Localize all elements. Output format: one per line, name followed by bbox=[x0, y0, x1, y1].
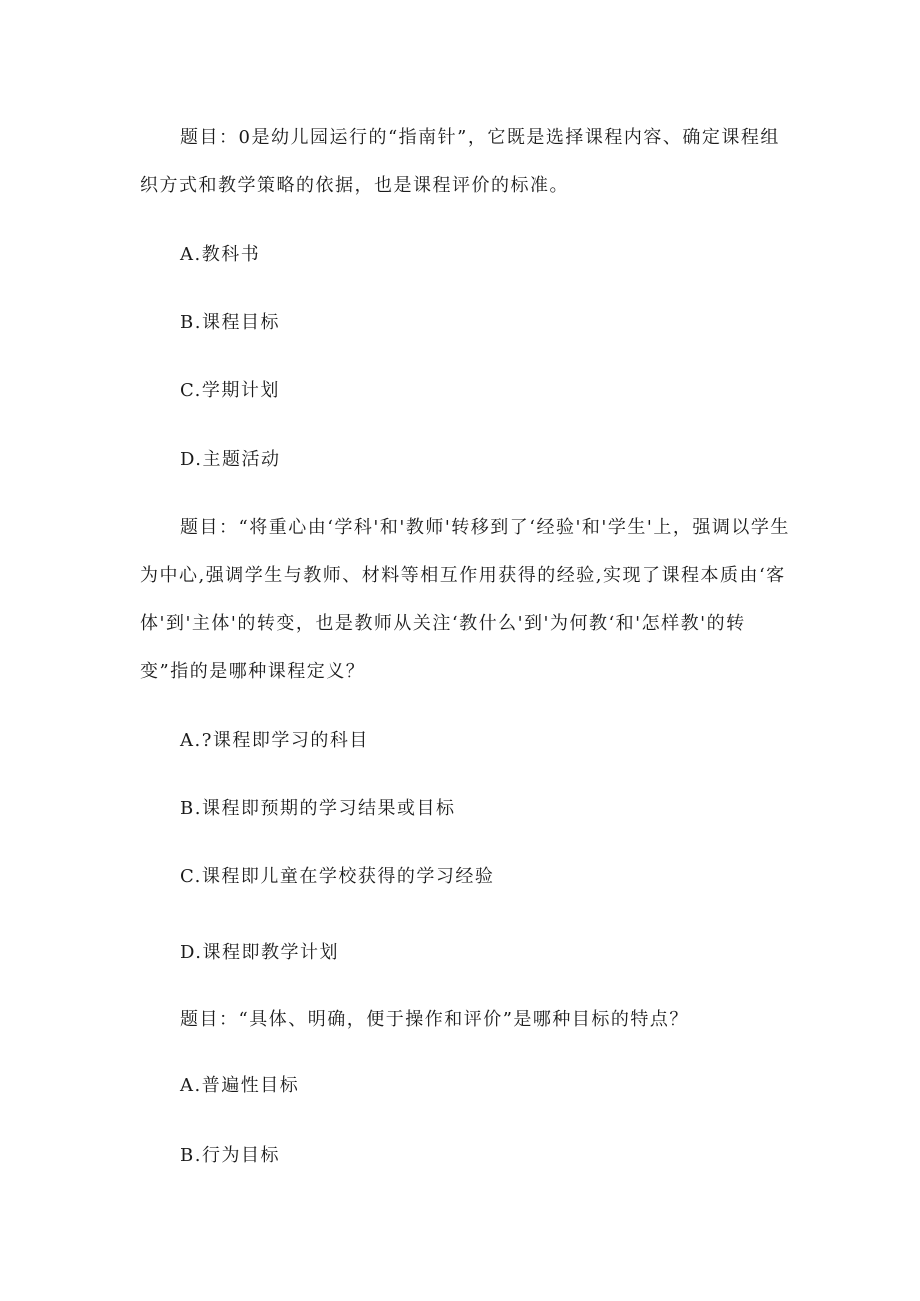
question-2-option-a: A.?课程即学习的科目 bbox=[180, 730, 369, 751]
question-2-option-c: C.课程即儿童在学校获得的学习经验 bbox=[180, 866, 495, 887]
question-1-option-c: C.学期计划 bbox=[180, 380, 280, 401]
question-2-text: 题目：“将重心由‘学科'和'教师'转移到了‘经验'和'学生'上，强调以学生为中心,强调学生与教师、材料等相互作用获得的经验,实现了课程本质由‘客体'到'主体'的转变，也是教师从关注‘教什么'到'为何教‘和'怎样教'的转变”指的是哪种课程定义？ bbox=[140, 517, 790, 682]
question-2-option-d: D.课程即教学计划 bbox=[180, 942, 340, 963]
question-3-option-a: A.普遍性目标 bbox=[180, 1075, 300, 1096]
question-1-option-d: D.主题活动 bbox=[180, 449, 281, 470]
question-1-text: 题目：0是幼儿园运行的“指南针”，它既是选择课程内容、确定课程组织方式和教学策略的依据，也是课程评价的标准。 bbox=[140, 127, 780, 196]
question-3-text: 题目：“具体、明确，便于操作和评价”是哪种目标的特点？ bbox=[180, 1009, 689, 1030]
question-3-option-b: B.行为目标 bbox=[180, 1145, 280, 1166]
question-2-option-b: B.课程即预期的学习结果或目标 bbox=[180, 798, 456, 819]
question-1-option-b: B.课程目标 bbox=[180, 312, 280, 333]
question-1-option-a: A.教科书 bbox=[180, 244, 261, 265]
